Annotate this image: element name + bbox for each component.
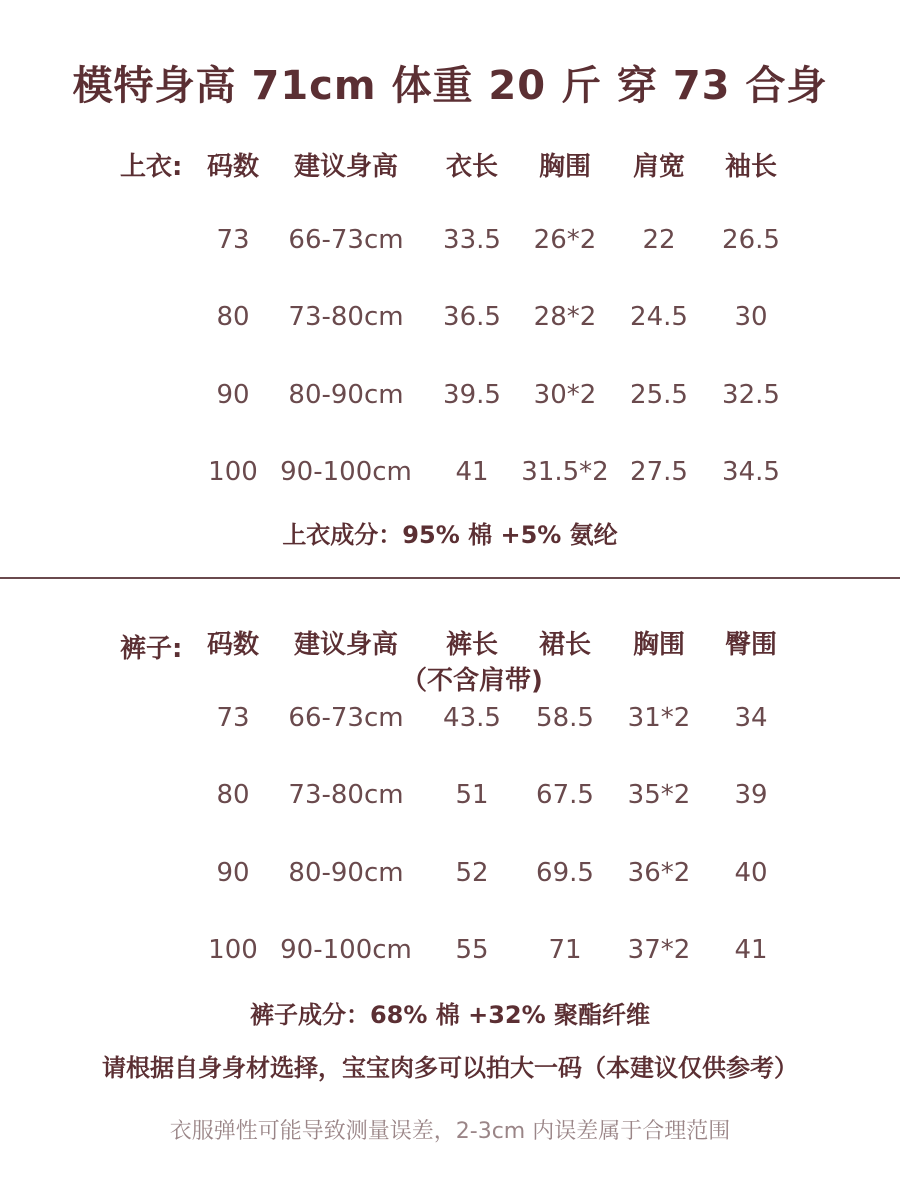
table-cell: 90 (216, 380, 250, 410)
top-composition: 上衣成分：95% 棉 +5% 氨纶 (282, 521, 618, 549)
table-cell: 33.5 (443, 225, 501, 255)
table-cell: 58.5 (536, 703, 594, 733)
table-cell: 80 (216, 780, 250, 810)
table-cell: 41 (455, 457, 489, 487)
pants-header-hip: 臀围 (724, 630, 777, 660)
table-cell: 24.5 (630, 302, 688, 332)
table-cell: 90-100cm (280, 935, 412, 965)
table-cell: 27.5 (630, 457, 688, 487)
table-cell: 40 (734, 858, 768, 888)
measurement-footnote: 衣服弹性可能导致测量误差，2-3cm 内误差属于合理范围 (169, 1119, 731, 1144)
table-cell: 80 (216, 302, 250, 332)
pants-composition: 裤子成分：68% 棉 +32% 聚酯纤维 (249, 1001, 651, 1029)
top-header-sleeve: 袖长 (724, 152, 777, 182)
top-header-size: 码数 (206, 152, 259, 182)
top-section-label: 上衣: (120, 152, 183, 182)
page-title: 模特身高 71cm 体重 20 斤 穿 73 合身 (72, 63, 828, 109)
table-cell: 73 (216, 225, 250, 255)
table-cell: 35*2 (627, 780, 691, 810)
pants-header-height: 建议身高 (293, 630, 398, 660)
table-cell: 30*2 (533, 380, 597, 410)
pants-header-size: 码数 (206, 630, 259, 660)
size-advice: 请根据自身身材选择，宝宝肉多可以拍大一码（本建议仅供参考） (102, 1054, 798, 1082)
table-cell: 26.5 (722, 225, 780, 255)
table-cell: 34.5 (722, 457, 780, 487)
top-header-chest: 胸围 (538, 152, 591, 182)
table-cell: 31*2 (627, 703, 691, 733)
table-cell: 39 (734, 780, 768, 810)
table-cell: 37*2 (627, 935, 691, 965)
table-cell: 90 (216, 858, 250, 888)
top-header-height: 建议身高 (293, 152, 398, 182)
table-cell: 55 (455, 935, 489, 965)
table-cell: 36*2 (627, 858, 691, 888)
table-cell: 73-80cm (288, 780, 404, 810)
table-cell: 90-100cm (280, 457, 412, 487)
table-cell: 80-90cm (288, 380, 404, 410)
table-cell: 22 (642, 225, 676, 255)
pants-header-pants-length: 裤长 (445, 630, 498, 660)
table-cell: 25.5 (630, 380, 688, 410)
table-cell: 30 (734, 302, 768, 332)
table-cell: 73 (216, 703, 250, 733)
pants-header-skirt-length: 裙长 (538, 630, 591, 660)
table-cell: 66-73cm (288, 225, 404, 255)
table-cell: 32.5 (722, 380, 780, 410)
section-divider (0, 577, 900, 579)
table-cell: 39.5 (443, 380, 501, 410)
table-cell: 52 (455, 858, 489, 888)
table-cell: 67.5 (536, 780, 594, 810)
table-cell: 34 (734, 703, 768, 733)
table-cell: 80-90cm (288, 858, 404, 888)
top-header-shoulder: 肩宽 (632, 152, 685, 182)
top-header-length: 衣长 (445, 152, 498, 182)
table-cell: 51 (455, 780, 489, 810)
table-cell: 26*2 (533, 225, 597, 255)
table-cell: 36.5 (443, 302, 501, 332)
table-cell: 100 (208, 935, 258, 965)
table-cell: 41 (734, 935, 768, 965)
table-cell: 73-80cm (288, 302, 404, 332)
table-cell: 43.5 (443, 703, 501, 733)
table-cell: 66-73cm (288, 703, 404, 733)
table-cell: 71 (548, 935, 582, 965)
table-cell: 28*2 (533, 302, 597, 332)
table-cell: 100 (208, 457, 258, 487)
pants-subheader: （不含肩带) (401, 666, 543, 696)
table-cell: 31.5*2 (521, 457, 609, 487)
pants-section-label: 裤子: (120, 634, 183, 664)
pants-header-chest: 胸围 (632, 630, 685, 660)
table-cell: 69.5 (536, 858, 594, 888)
